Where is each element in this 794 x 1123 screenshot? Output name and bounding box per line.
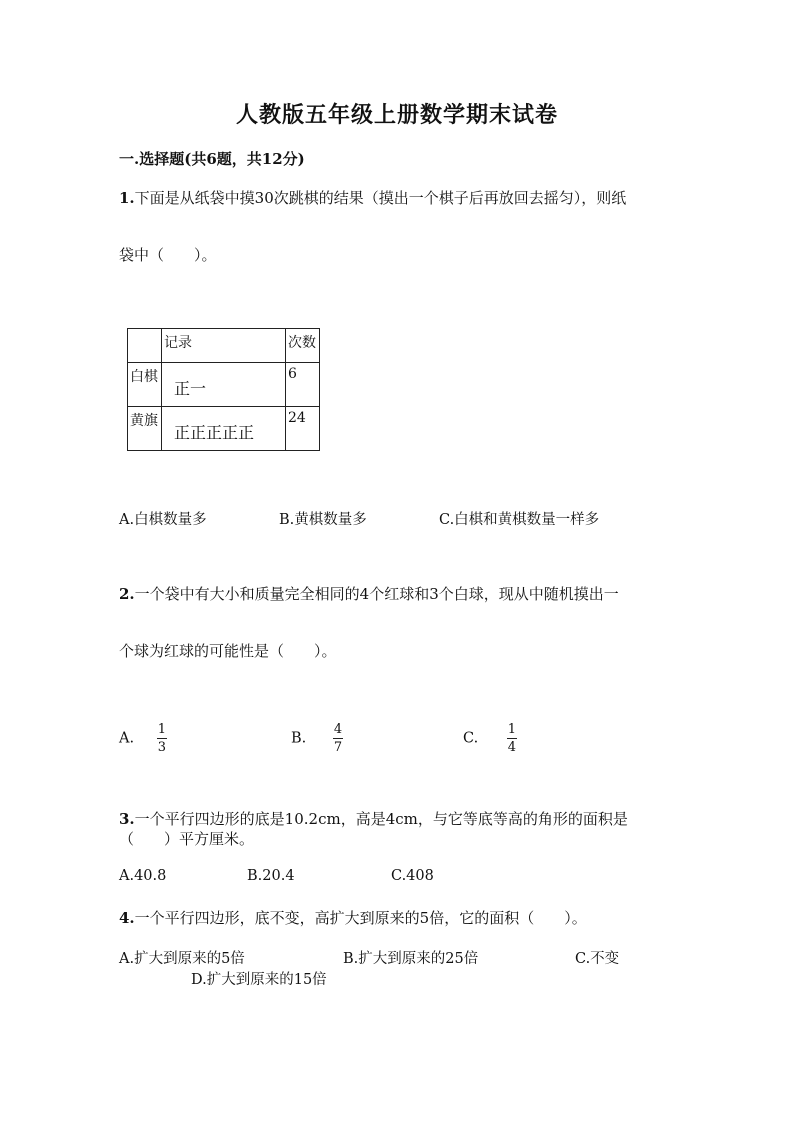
table-row xyxy=(128,363,320,407)
question-3-number: 3. xyxy=(119,810,135,828)
question-2-line-2: 个球为红球的可能性是（ ）。 xyxy=(119,642,337,660)
option-label: C. xyxy=(463,730,479,747)
question-3-line-1 xyxy=(119,808,628,829)
question-3-line-2: （ ）平方厘米。 xyxy=(119,830,255,848)
option-a: A.扩大到原来的5倍 xyxy=(119,951,245,967)
question-1-text-1: 下面是从纸袋中摸30次跳棋的结果（摸出一个棋子后再放回去摇匀），则纸 xyxy=(134,189,627,207)
denominator: 4 xyxy=(507,740,517,755)
fraction-bar xyxy=(507,738,517,739)
denominator: 3 xyxy=(157,740,166,755)
row-label: 黄旗 xyxy=(128,407,162,451)
option-c: C.不变 xyxy=(575,951,620,967)
option-b: B.黄棋数量多 xyxy=(279,512,367,528)
question-4-number: 4. xyxy=(119,909,135,927)
table-header-cell: 次数 xyxy=(286,329,320,363)
fraction xyxy=(333,722,343,755)
option-c: C.408 xyxy=(391,868,434,884)
fraction xyxy=(157,722,167,755)
question-4-line-1 xyxy=(119,907,587,928)
row-label: 白棋 xyxy=(128,363,162,407)
numerator: 4 xyxy=(333,722,343,737)
question-4-text-1: 一个平行四边形，底不变，高扩大到原来的5倍，它的面积（ ）。 xyxy=(134,909,587,927)
question-2-line-1 xyxy=(119,583,619,604)
fraction xyxy=(507,722,517,755)
fraction-bar xyxy=(333,738,343,739)
tally-marks: 正一 xyxy=(174,379,207,398)
question-3-text-1: 一个平行四边形的底是10.2cm，高是4cm，与它等底等高的角形的面积是 xyxy=(134,810,628,828)
table-row xyxy=(128,407,320,451)
question-1-line-2: 袋中（ ）。 xyxy=(119,246,217,264)
question-1-number: 1. xyxy=(119,189,135,207)
table-header-cell: 记录 xyxy=(162,329,286,363)
tally-table xyxy=(127,328,320,451)
option-a: A.白棋数量多 xyxy=(119,512,207,528)
count-cell: 6 xyxy=(286,363,320,407)
question-2-text-1: 一个袋中有大小和质量完全相同的4个红球和3个白球，现从中随机摸出一 xyxy=(134,585,619,603)
option-d: D.扩大到原来的15倍 xyxy=(191,972,327,988)
option-label: B. xyxy=(291,730,307,747)
numerator: 1 xyxy=(157,722,166,737)
page-title: 人教版五年级上册数学期末试卷 xyxy=(235,102,558,128)
tally-marks-cell xyxy=(162,407,286,451)
question-1-line-1 xyxy=(119,187,626,208)
option-b: B.20.4 xyxy=(247,868,295,884)
fraction-bar xyxy=(157,738,167,739)
table-header-cell xyxy=(128,329,162,363)
table-header-row xyxy=(128,329,320,363)
option-a xyxy=(119,722,167,755)
tally-marks-cell xyxy=(162,363,286,407)
option-label: A. xyxy=(119,730,135,747)
option-c xyxy=(463,722,517,755)
denominator: 7 xyxy=(333,740,343,755)
option-a: A.40.8 xyxy=(119,868,167,884)
section-heading: 一.选择题(共6题，共12分) xyxy=(119,150,305,168)
question-2-number: 2. xyxy=(119,585,135,603)
numerator: 1 xyxy=(507,722,517,737)
tally-marks: 正正正正正 xyxy=(174,423,255,442)
option-b xyxy=(291,722,343,755)
count-cell: 24 xyxy=(286,407,320,451)
option-c: C.白棋和黄棋数量一样多 xyxy=(439,512,600,528)
option-b: B.扩大到原来的25倍 xyxy=(343,951,479,967)
